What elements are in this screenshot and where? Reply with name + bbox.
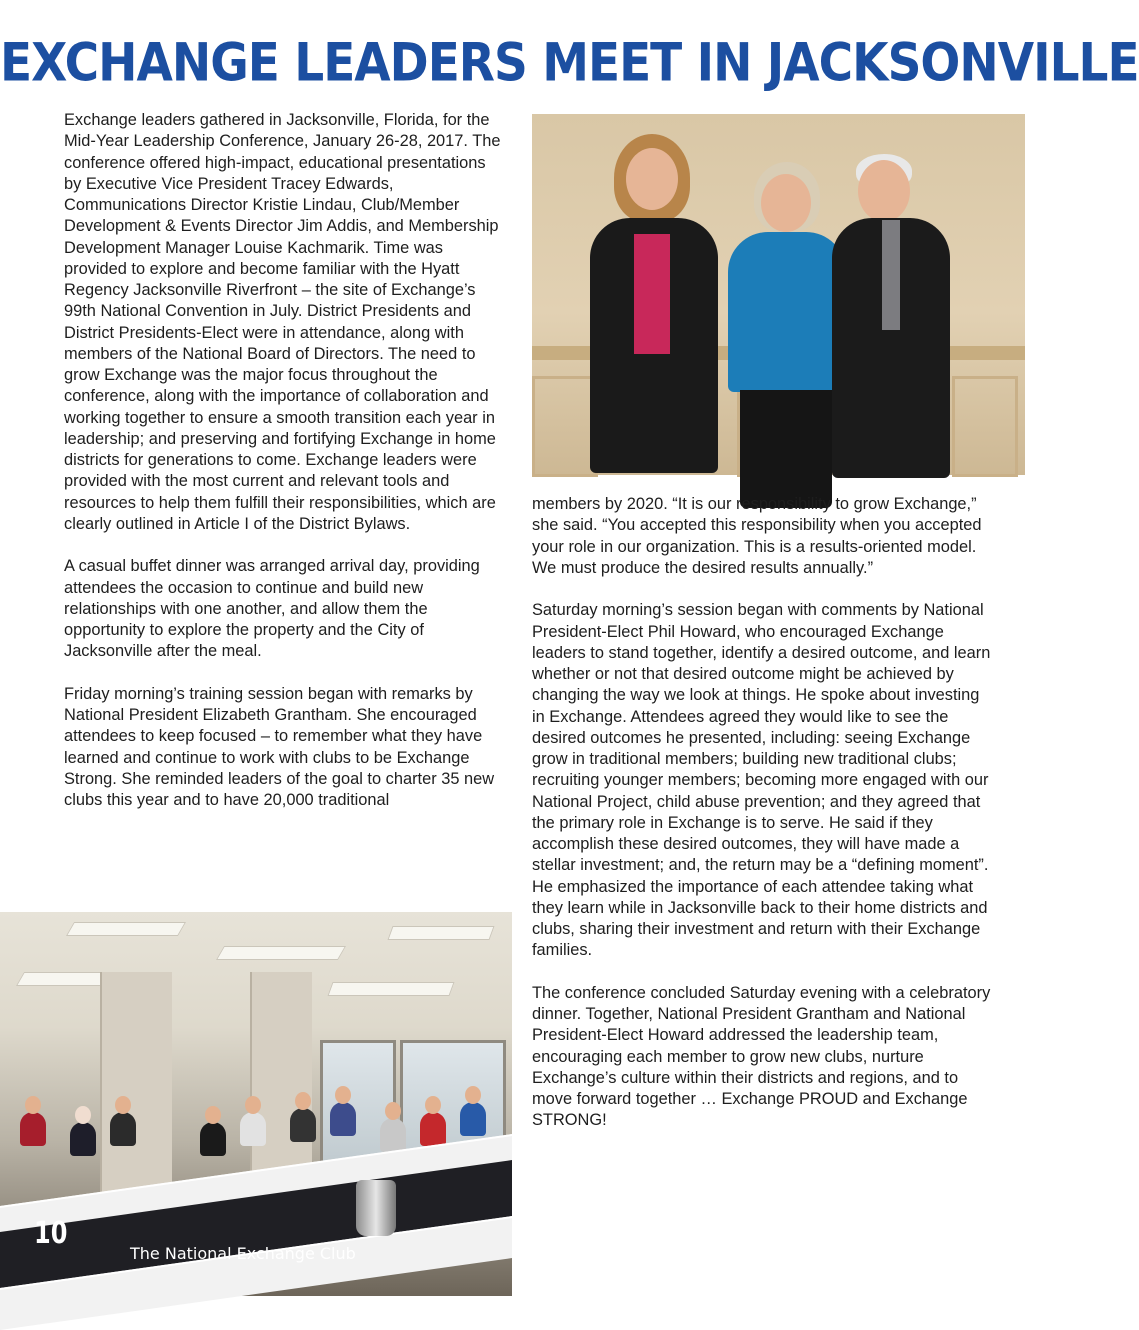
paragraph-friday-session: Friday morning’s training session began with remarks by National President Elizabeth Grantham. She encouraged attendees to keep focused – to remember what they have learned and continue to work with clubs to be Exchange Strong. She reminded leaders of the goal to charter 35 new clubs this year and to have 20,000 traditional: [64, 684, 495, 809]
paragraph-saturday-session: Saturday morning’s session began with comments by National President-Elect Phil Howard, who encouraged Exchange leaders to stand together, identify a desired outcome, and learn whether or not that desired outcome might be achieved by changing the way we look at things. He spoke about investing in Exchange. Attendees agreed they would like to see the desired outcomes he presented, including: seeing Exchange grow in traditional members; building new traditional clubs; recruiting younger members; becoming more engaged with our National Project, child abuse prevention; and they agreed that the primary role in Exchange is to serve. He said if they accomplish these desired outcomes, they will have made a stellar investment; and, the return may be a “defining moment”. He emphasized the importance of each attendee taking what they learn while in Jacksonville back to their home districts and clubs, sharing their investment and return with their Exchange families.: [532, 601, 991, 960]
paragraph-membership-goal: members by 2020. “It is our responsibility to grow Exchange,” she said. “You accepted this responsibility when you accepted your role in our organization. This is a results-oriented model. We must produce the desired results annually.”: [532, 495, 982, 577]
paragraph-conference-overview: Exchange leaders gathered in Jacksonville, Florida, for the Mid-Year Leadership Conference, January 26-28, 2017. The conference offered high-impact, educational presentations by Executive Vice President Tracey Edwards, Communications Director Kristie Lindau, Club/Member Development & Events Director Jim Addis, and Membership Development Manager Louise Kachmarik. Time was provided to explore and become familiar with the Hyatt Regency Jacksonville Riverfront – the site of Exchange’s 99th National Convention in July. District Presidents and District Presidents-Elect were in attendance, along with members of the National Board of Directors. The need to grow Exchange was the major focus throughout the conference, along with the importance of collaboration and working together to ensure a smooth transition each year in leadership; and preserving and fortifying Exchange in home districts for generations to come. Exchange leaders were provided with the most current and relevant tools and resources to help them fulfill their responsibilities, which are clearly outlined in Article I of the District Bylaws.: [64, 111, 501, 533]
water-pitcher: [356, 1180, 396, 1236]
paragraph-buffet-dinner: A casual buffet dinner was arranged arrival day, providing attendees the occasion to continue and build new relationships with one another, and allow them the opportunity to explore the property and the City of Jacksonville after the meal.: [64, 557, 480, 661]
paragraph-closing-dinner: The conference concluded Saturday evening with a celebratory dinner. Together, National President Grantham and National President-Elect Howard addressed the leadership team, encouraging each member to grow new clubs, nurture Exchange’s culture within their districts and regions, and to move forward together … Exchange PROUD and Exchange STRONG!: [532, 983, 991, 1130]
page-number: 10: [34, 1216, 68, 1251]
left-text-column: [64, 110, 502, 833]
right-text-column: [532, 494, 992, 1153]
article-title: EXCHANGE LEADERS MEET IN JACKSONVILLE: [0, 32, 1139, 95]
photo-conference-room: [0, 912, 512, 1296]
publication-title: The National Exchange Club: [130, 1244, 356, 1263]
photo-three-leaders: [532, 114, 1025, 475]
